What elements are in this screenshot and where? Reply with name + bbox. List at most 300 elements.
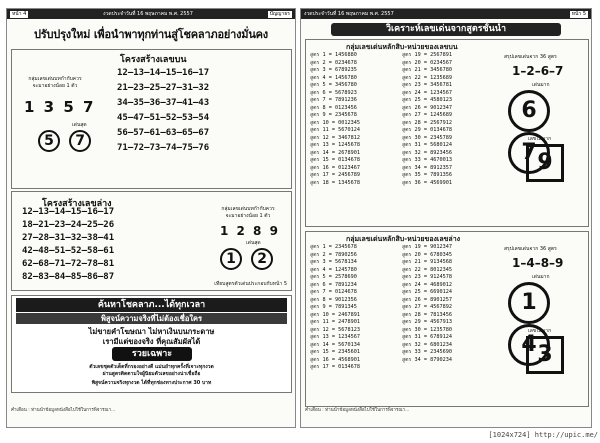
formula-value: 4689012 xyxy=(430,281,452,288)
formula-index: 1 xyxy=(322,244,326,250)
formula-row: สูตร 9 = 2345678 xyxy=(310,112,357,118)
formula-row: สูตร 16 = 0123467 xyxy=(310,164,360,171)
formula-row: สูตร 7 = 7891236 xyxy=(310,97,357,103)
formula-row: สูตร 2 = 0234678 xyxy=(310,59,357,66)
formula-index: 24 xyxy=(414,281,421,288)
page-caption: คำเตือน : ท่านนำข้อมูลหนังสือไปใช้ในการพิจารณา... xyxy=(11,408,116,413)
formula-row: สูตร 28 = 2567912 xyxy=(402,119,452,126)
formula-index: 12 xyxy=(322,134,329,141)
right-page xyxy=(300,8,592,428)
formula-value: 8901257 xyxy=(430,296,452,303)
formula-value: 6789124 xyxy=(430,334,452,340)
formula-row: สูตร 28 = 7813456 xyxy=(402,311,452,318)
formula-label: สูตร xyxy=(402,304,412,310)
formula-index: 33 xyxy=(414,349,421,355)
formula-index: 29 xyxy=(414,319,421,325)
formula-index: 30 xyxy=(414,134,421,141)
issue-date: งวดประจำวันที่ 16 พฤษภาคม พ.ศ. 2557 xyxy=(103,11,193,17)
formula-value: 5680124 xyxy=(430,142,452,148)
formula-index: 3 xyxy=(322,67,326,73)
formula-index: 28 xyxy=(414,311,421,318)
formula-label: สูตร xyxy=(402,172,412,178)
formula-row: สูตร 5 = 2578690 xyxy=(310,274,357,280)
formula-value: 2467891 xyxy=(338,311,360,318)
formula-value: 7891356 xyxy=(430,172,452,178)
formula-value: 0124678 xyxy=(334,289,357,295)
formula-row: สูตร 15 = 0134678 xyxy=(310,157,360,163)
lower-digits: 1 2 8 9 xyxy=(220,224,280,238)
formula-row: สูตร 26 = 8901257 xyxy=(402,296,452,303)
formula-row: สูตร 8 = 0123456 xyxy=(310,104,357,111)
upper-summary-digits: 1–2–6–7 xyxy=(512,64,564,78)
formula-value: 2567891 xyxy=(430,52,452,58)
formula-index: 31 xyxy=(414,334,421,340)
formula-value: 2345678 xyxy=(334,112,357,118)
formula-index: 10 xyxy=(322,119,329,126)
formula-value: 6780345 xyxy=(430,251,452,258)
formula-value: 4568901 xyxy=(338,356,360,363)
formula-row: สูตร 19 = 2567891 xyxy=(402,52,452,58)
formula-label: สูตร xyxy=(310,97,320,103)
formula-index: 33 xyxy=(414,157,421,163)
formula-label: สูตร xyxy=(402,251,412,258)
formula-value: 4567892 xyxy=(430,304,452,310)
formula-row: สูตร 12 = 5678123 xyxy=(310,326,360,333)
formula-index: 13 xyxy=(322,334,329,340)
formula-value: 1456780 xyxy=(334,74,357,81)
formula-label: สูตร xyxy=(310,52,320,58)
formula-index: 24 xyxy=(414,89,421,96)
formula-index: 26 xyxy=(414,296,421,303)
single-square: 9 xyxy=(526,144,564,182)
formula-label: สูตร xyxy=(310,251,320,258)
formula-row: สูตร 25 = 4580123 xyxy=(402,97,452,103)
pick-circle: 2 xyxy=(251,248,273,270)
formula-label: สูตร xyxy=(310,259,320,265)
formula-label: สูตร xyxy=(310,364,320,370)
formula-label: สูตร xyxy=(310,341,320,348)
formula-label: สูตร xyxy=(310,127,320,133)
formula-label: สูตร xyxy=(310,67,320,73)
formula-index: 2 xyxy=(322,251,326,258)
formula-value: 7891345 xyxy=(334,304,357,310)
formula-label: สูตร xyxy=(402,319,412,325)
formula-label: สูตร xyxy=(310,142,320,148)
formula-column xyxy=(402,52,452,187)
formula-index: 4 xyxy=(322,74,326,81)
upper-analysis-box xyxy=(305,39,589,227)
lower-structure-title: โครงสร้างเลขล่าง xyxy=(42,199,112,209)
formula-index: 34 xyxy=(414,164,421,171)
ad-line4: เรามีแต่ของจริง ที่คุณสัมผัสได้ xyxy=(102,337,201,346)
formula-row: สูตร 20 = 0234567 xyxy=(402,59,452,66)
formula-label: สูตร xyxy=(310,334,320,340)
formula-value: 8912357 xyxy=(430,164,452,171)
formula-index: 14 xyxy=(322,341,329,348)
formula-index: 23 xyxy=(414,274,421,280)
lower-analysis-box xyxy=(305,231,589,407)
formula-index: 27 xyxy=(414,304,421,310)
formula-value: 1345678 xyxy=(338,179,360,186)
formula-row: สูตร 9 = 7891345 xyxy=(310,304,357,310)
formula-row: สูตร 17 = 2456789 xyxy=(310,172,360,178)
formula-row: สูตร 18 = 1345678 xyxy=(310,179,360,186)
formula-row: สูตร 11 = 5670124 xyxy=(310,127,360,133)
formula-row: สูตร 5 = 3456780 xyxy=(310,82,357,88)
formula-index: 35 xyxy=(414,172,421,178)
formula-value: 5678134 xyxy=(334,259,357,265)
formula-value: 0234678 xyxy=(334,59,357,66)
formula-index: 30 xyxy=(414,326,421,333)
formula-index: 29 xyxy=(414,127,421,133)
formula-value: 4569901 xyxy=(430,179,452,186)
number-row: 42–48–51–52–58–61 xyxy=(22,246,115,256)
lower-single xyxy=(526,336,564,374)
upper-analysis-title: กลุ่มเลขเด่นหลักสิบ-หน่วยของเลขบน xyxy=(346,43,458,51)
formula-label: สูตร xyxy=(402,112,412,118)
number-row: 12–13–14–15–16–17 xyxy=(117,68,210,78)
formula-label: สูตร xyxy=(310,281,320,288)
formula-value: 1245780 xyxy=(334,266,357,273)
formula-row: สูตร 21 = 3456780 xyxy=(402,67,452,73)
formula-row: สูตร 13 = 1245678 xyxy=(310,142,360,148)
upper-picks xyxy=(36,130,93,152)
formula-row: สูตร 34 = 8912357 xyxy=(402,164,452,171)
brand-logo: ปัญญาธร xyxy=(269,10,290,17)
formula-index: 18 xyxy=(322,179,329,186)
lower-footnote: เทียบสูตรตัวเด่นประกอบกับหน้า 5 xyxy=(214,281,287,287)
page-number: หน้า 5 xyxy=(571,10,586,17)
formula-value: 9012347 xyxy=(430,244,452,250)
number-row: 34–35–36–37–41–43 xyxy=(117,98,210,108)
formula-row: สูตร 22 = 8012345 xyxy=(402,266,452,273)
formula-label: สูตร xyxy=(402,74,412,81)
formula-label: สูตร xyxy=(310,319,320,325)
formula-row: สูตร 32 = 6801234 xyxy=(402,341,452,348)
lower-pick-label: เด่นสุด xyxy=(246,240,261,246)
formula-label: สูตร xyxy=(310,349,320,355)
formula-value: 5670134 xyxy=(338,341,360,348)
number-row: 18–21–23–24–25–26 xyxy=(22,220,115,230)
formula-row: สูตร 29 = 4567913 xyxy=(402,319,452,325)
formula-label: สูตร xyxy=(310,149,320,156)
lower-picks xyxy=(218,248,275,270)
formula-row: สูตร 4 = 1245780 xyxy=(310,266,357,273)
formula-label: สูตร xyxy=(402,52,412,58)
formula-value: 3467812 xyxy=(338,134,360,141)
formula-row: สูตร 21 = 9134568 xyxy=(402,259,452,265)
formula-index: 5 xyxy=(322,82,326,88)
formula-index: 21 xyxy=(414,67,421,73)
page-headline: วิเคราะห์เลขเด่นจากสูตรชั้นนำ xyxy=(331,23,561,36)
formula-index: 22 xyxy=(414,266,421,273)
formula-label: สูตร xyxy=(310,119,320,126)
formula-index: 16 xyxy=(322,164,329,171)
pick-oval: 6 xyxy=(508,90,550,132)
formula-value: 2567912 xyxy=(430,119,452,126)
formula-row: สูตร 6 = 7891234 xyxy=(310,281,357,288)
formula-label: สูตร xyxy=(402,119,412,126)
upper-pick-label: เด่นมาก xyxy=(532,82,550,88)
formula-index: 26 xyxy=(414,104,421,111)
formula-label: สูตร xyxy=(402,289,412,295)
formula-label: สูตร xyxy=(310,266,320,273)
formula-row: สูตร 8 = 9012356 xyxy=(310,296,357,303)
formula-value: 5670124 xyxy=(338,127,360,133)
formula-label: สูตร xyxy=(310,157,320,163)
number-row: 12–13–14–15–16–17 xyxy=(22,207,115,217)
formula-label: สูตร xyxy=(402,142,412,148)
formula-value: 0134678 xyxy=(338,157,360,163)
formula-value: 6789235 xyxy=(334,67,357,73)
formula-index: 21 xyxy=(414,259,421,265)
formula-value: 2678901 xyxy=(338,149,360,156)
formula-index: 8 xyxy=(322,104,326,111)
upper-digits: 1 3 5 7 xyxy=(24,98,96,116)
formula-row: สูตร 3 = 5678134 xyxy=(310,259,357,265)
formula-value: 8012345 xyxy=(430,266,452,273)
formula-index: 19 xyxy=(414,52,421,58)
formula-value: 2578690 xyxy=(334,274,357,280)
lower-single-label: เลขไม่มาก xyxy=(528,328,552,334)
formula-index: 12 xyxy=(322,326,329,333)
formula-label: สูตร xyxy=(310,179,320,186)
upper-number-rows xyxy=(117,66,209,156)
formula-label: สูตร xyxy=(402,274,412,280)
formula-value: 1234567 xyxy=(338,334,360,340)
formula-value: 6801234 xyxy=(430,341,452,348)
formula-row: สูตร 17 = 0134678 xyxy=(310,364,360,370)
formula-index: 25 xyxy=(414,97,421,103)
formula-value: 1234567 xyxy=(430,89,452,96)
formula-value: 9134568 xyxy=(430,259,452,265)
formula-label: สูตร xyxy=(310,244,320,250)
pick-circle: 1 xyxy=(220,248,242,270)
pick-oval: 4 xyxy=(508,324,550,366)
formula-value: 2345789 xyxy=(430,134,452,141)
number-row: 45–47–51–52–53–54 xyxy=(117,113,210,123)
formula-row: สูตร 33 = 2345690 xyxy=(402,349,452,355)
advertisement xyxy=(11,295,292,393)
formula-row: สูตร 10 = 2467891 xyxy=(310,311,360,318)
formula-label: สูตร xyxy=(310,304,320,310)
formula-value: 2456789 xyxy=(338,172,360,178)
formula-column xyxy=(310,244,360,372)
formula-label: สูตร xyxy=(310,89,320,96)
left-header-bar xyxy=(7,9,295,19)
formula-row: สูตร 31 = 6789124 xyxy=(402,334,452,340)
upper-single xyxy=(526,144,564,182)
formula-index: 11 xyxy=(322,127,329,133)
formula-row: สูตร 14 = 5670134 xyxy=(310,341,360,348)
formula-row: สูตร 30 = 1235780 xyxy=(402,326,452,333)
formula-row: สูตร 25 = 6690124 xyxy=(402,289,452,295)
formula-label: สูตร xyxy=(402,59,412,66)
formula-value: 1245678 xyxy=(338,142,360,148)
formula-index: 6 xyxy=(322,281,326,288)
ad-line6: ผ่านสูตรติดตามใจผู้นิยมตัวเลขอย่างน่าเชื่อถือ xyxy=(102,371,201,377)
formula-label: สูตร xyxy=(310,172,320,178)
number-row: 82–83–84–85–86–87 xyxy=(22,272,115,282)
formula-value: 4567913 xyxy=(430,319,452,325)
formula-index: 17 xyxy=(322,172,329,178)
formula-label: สูตร xyxy=(402,134,412,141)
formula-row: สูตร 19 = 9012347 xyxy=(402,244,452,250)
number-row: 62–68–71–72–78–81 xyxy=(22,259,115,269)
formula-row: สูตร 30 = 2345789 xyxy=(402,134,452,141)
formula-label: สูตร xyxy=(310,296,320,303)
formula-value: 1235689 xyxy=(430,74,452,81)
formula-value: 0012345 xyxy=(338,119,360,126)
formula-value: 5678923 xyxy=(334,89,357,96)
formula-label: สูตร xyxy=(310,112,320,118)
formula-row: สูตร 34 = 8790234 xyxy=(402,356,452,363)
formula-row: สูตร 26 = 9012347 xyxy=(402,104,452,111)
upper-structure-box xyxy=(11,49,292,189)
formula-index: 15 xyxy=(322,349,329,355)
formula-value: 1456880 xyxy=(334,52,357,58)
upper-summary: สรุปเลขเด่นจาก 36 สูตร xyxy=(504,54,557,60)
formula-label: สูตร xyxy=(402,311,412,318)
right-header-bar xyxy=(301,9,591,19)
ad-line3: ไม่ขายคำโฆษณา ไม่หาเงินบนกระดาษ xyxy=(88,327,215,336)
formula-row: สูตร 11 = 2478901 xyxy=(310,319,360,325)
number-row: 71–72–73–74–75–76 xyxy=(117,143,210,153)
formula-value: 0123467 xyxy=(338,164,360,171)
formula-row: สูตร 1 = 1456880 xyxy=(310,52,357,58)
formula-label: สูตร xyxy=(402,82,412,88)
upper-pick-label: เด่นสุด xyxy=(72,122,87,128)
formula-row: สูตร 4 = 1456780 xyxy=(310,74,357,81)
page-number: หน้า 4 xyxy=(12,10,27,17)
formula-row: สูตร 6 = 5678923 xyxy=(310,89,357,96)
pick-circle: 7 xyxy=(69,130,91,152)
formula-label: สูตร xyxy=(402,356,412,363)
page-caption: คำเตือน : ท่านนำข้อมูลหนังสือไปใช้ในการพิจารณา... xyxy=(305,408,410,413)
number-row: 21–23–25–27–31–32 xyxy=(117,83,210,93)
formula-label: สูตร xyxy=(402,164,412,171)
formula-value: 9012347 xyxy=(430,104,452,111)
formula-index: 14 xyxy=(322,149,329,156)
formula-index: 3 xyxy=(322,259,326,265)
formula-value: 6690124 xyxy=(430,289,452,295)
formula-label: สูตร xyxy=(402,149,412,156)
formula-row: สูตร 10 = 0012345 xyxy=(310,119,360,126)
formula-index: 11 xyxy=(322,319,329,325)
formula-label: สูตร xyxy=(402,281,412,288)
single-square: 3 xyxy=(526,336,564,374)
formula-index: 7 xyxy=(322,289,326,295)
formula-index: 6 xyxy=(322,89,326,96)
upper-structure-title: โครงสร้างเลขบน xyxy=(120,55,187,65)
formula-index: 8 xyxy=(322,296,326,303)
formula-row: สูตร 13 = 1234567 xyxy=(310,334,360,340)
formula-value: 1235780 xyxy=(430,326,452,333)
formula-index: 36 xyxy=(414,179,421,186)
formula-row: สูตร 3 = 6789235 xyxy=(310,67,357,73)
ad-line5: ตัวเลขชุดตัวเด็ดที่กรองอย่างดี แม่นยำทุกครั้งที่เจาะทุกงวด xyxy=(89,364,214,370)
formula-index: 20 xyxy=(414,251,421,258)
formula-label: สูตร xyxy=(402,89,412,96)
formula-index: 17 xyxy=(322,364,329,370)
formula-label: สูตร xyxy=(310,311,320,318)
image-watermark: [1024x724] http://upic.me/ xyxy=(488,431,598,439)
formula-row: สูตร 7 = 0124678 xyxy=(310,289,357,295)
formula-label: สูตร xyxy=(310,326,320,333)
formula-column xyxy=(402,244,452,364)
formula-row: สูตร 29 = 0134678 xyxy=(402,127,452,133)
lower-note: กลุ่มเลขเด่นบทกำกับควร จะมาอย่างน้อย 1 ตัว xyxy=(221,206,275,219)
formula-label: สูตร xyxy=(310,74,320,81)
formula-value: 0134678 xyxy=(430,127,452,133)
formula-row: สูตร 20 = 6780345 xyxy=(402,251,452,258)
formula-value: 0123456 xyxy=(334,104,357,111)
number-row: 27–28–31–32–38–41 xyxy=(22,233,115,243)
lower-summary: สรุปเลขเด่นจาก 36 สูตร xyxy=(504,246,557,252)
formula-value: 8790234 xyxy=(430,356,452,363)
formula-index: 5 xyxy=(322,274,326,280)
formula-label: สูตร xyxy=(310,289,320,295)
formula-index: 9 xyxy=(322,112,326,118)
pick-oval: 7 xyxy=(508,132,550,174)
formula-index: 2 xyxy=(322,59,326,66)
formula-row: สูตร 1 = 2345678 xyxy=(310,244,357,250)
formula-index: 31 xyxy=(414,142,421,148)
formula-value: 4580123 xyxy=(430,97,452,103)
formula-index: 20 xyxy=(414,59,421,66)
pick-oval: 1 xyxy=(508,282,550,324)
formula-value: 7813456 xyxy=(430,311,452,318)
formula-label: สูตร xyxy=(402,104,412,111)
formula-row: สูตร 24 = 1234567 xyxy=(402,89,452,96)
formula-value: 1245689 xyxy=(430,112,452,118)
number-row: 56–57–61–63–65–67 xyxy=(117,128,210,138)
formula-index: 28 xyxy=(414,119,421,126)
formula-index: 32 xyxy=(414,149,421,156)
formula-label: สูตร xyxy=(310,164,320,171)
formula-label: สูตร xyxy=(402,127,412,133)
left-page xyxy=(6,8,296,428)
formula-label: สูตร xyxy=(402,259,412,265)
formula-value: 5678123 xyxy=(338,326,360,333)
formula-value: 9012356 xyxy=(334,296,357,303)
formula-value: 4670013 xyxy=(430,157,452,163)
ad-line7: พิสูจน์ความจริงทุกงวด ได้ที่ทุกช่องทางประกาศ 30 บาท xyxy=(91,380,212,386)
formula-index: 23 xyxy=(414,82,421,88)
formula-index: 9 xyxy=(322,304,326,310)
ad-logo: รวยเฉพาะ xyxy=(112,347,192,361)
formula-row: สูตร 36 = 4569901 xyxy=(402,179,452,186)
ad-headline: ค้นหาโชคลาภ...ได้ทุกเวลา xyxy=(16,298,287,312)
upper-note: กลุ่มเลขเด่นบทกำกับควร จะมาอย่างน้อย 1 ตัว xyxy=(28,76,82,89)
formula-row: สูตร 33 = 4670013 xyxy=(402,157,452,163)
formula-row: สูตร 27 = 4567892 xyxy=(402,304,452,310)
formula-row: สูตร 32 = 8923456 xyxy=(402,149,452,156)
formula-row: สูตร 2 = 7890256 xyxy=(310,251,357,258)
formula-index: 22 xyxy=(414,74,421,81)
formula-value: 7891234 xyxy=(334,281,357,288)
formula-label: สูตร xyxy=(310,104,320,111)
formula-label: สูตร xyxy=(402,349,412,355)
formula-index: 34 xyxy=(414,356,421,363)
page-headline: ปรับปรุงใหม่ เพื่อนำพาทุกท่านสู่โชคลาภอย่างมั่นคง xyxy=(34,28,268,41)
formula-value: 8923456 xyxy=(430,149,452,156)
upper-single-label: เลขไม่มาก xyxy=(528,136,552,142)
formula-value: 2345601 xyxy=(338,349,360,355)
formula-value: 3456780 xyxy=(430,67,452,73)
formula-label: สูตร xyxy=(402,157,412,163)
formula-row: สูตร 23 = 9124578 xyxy=(402,274,452,280)
